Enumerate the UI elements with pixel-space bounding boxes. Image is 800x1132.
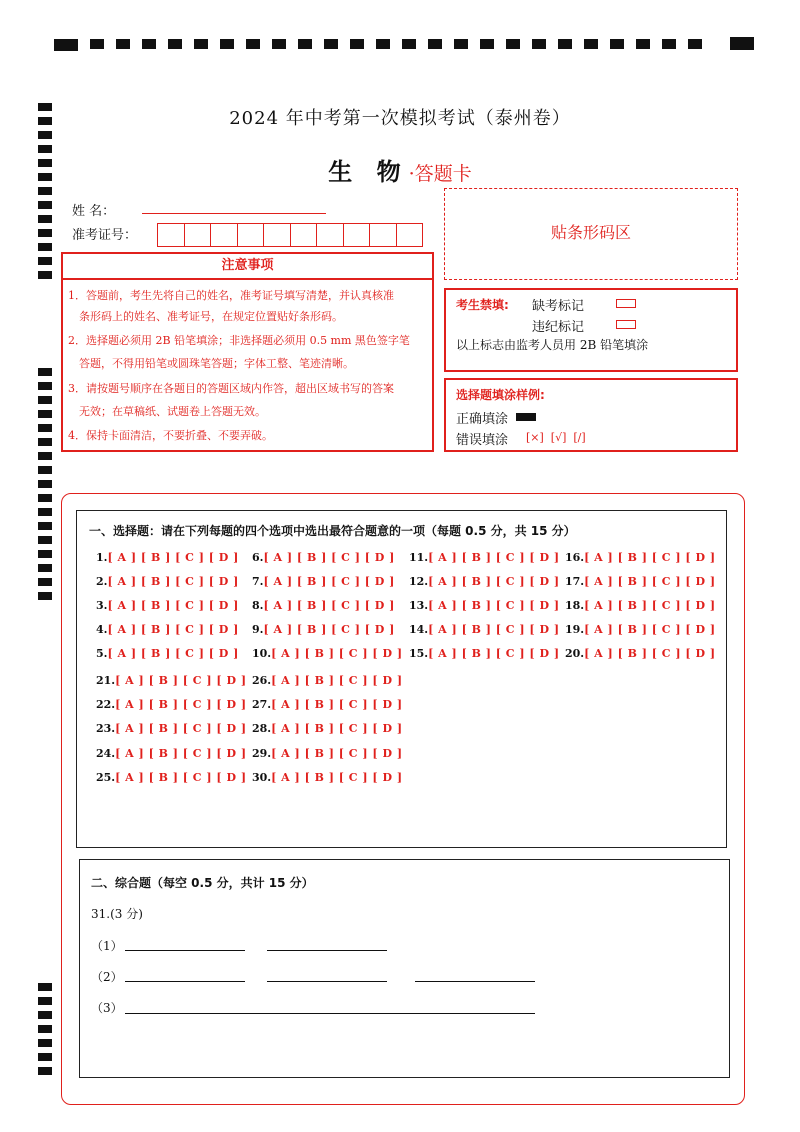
absent-mark-box[interactable] (616, 299, 636, 308)
answer-card-title (0, 152, 800, 187)
mc-question (96, 647, 239, 660)
wrong-fill-examples: [×] [√] [/] (526, 431, 586, 444)
answer-options[interactable]: [ A ] [ B ] [ C ] [ D ] (584, 551, 716, 564)
answer-options[interactable]: [ A ] [ B ] [ C ] [ D ] (428, 575, 560, 588)
answer-options[interactable]: [ A ] [ B ] [ C ] [ D ] (115, 722, 247, 735)
absent-label: 缺考标记 (532, 299, 585, 314)
question-number: 1. (96, 551, 108, 564)
answer-options[interactable]: [ A ] [ B ] [ C ] [ D ] (263, 575, 395, 588)
mc-question (252, 551, 395, 564)
exam-id-grid[interactable] (157, 223, 423, 247)
correct-fill-swatch (516, 413, 536, 421)
question-number: 17. (565, 575, 585, 588)
answer-options[interactable]: [ A ] [ B ] [ C ] [ D ] (271, 698, 403, 711)
answer-options[interactable]: [ A ] [ B ] [ C ] [ D ] (428, 551, 560, 564)
barcode-area[interactable]: 贴条形码区 (444, 188, 738, 280)
q31-part3-label: （3） (91, 1001, 123, 1015)
mc-question (409, 647, 560, 660)
question-number: 26. (252, 674, 272, 687)
question-number: 30. (252, 771, 272, 784)
mc-question (252, 698, 403, 711)
question-number: 13. (409, 599, 429, 612)
mc-question (565, 575, 716, 588)
question-number: 15. (409, 647, 429, 660)
mc-question (96, 599, 239, 612)
mc-question (565, 599, 716, 612)
notice-panel (61, 252, 434, 452)
notice-line: 2．选择题必须用 2B 铅笔填涂；非选择题必须用 0.5 mm 黑色签字笔 (68, 334, 410, 347)
proctor-note: 以上标志由监考人员用 2B 铅笔填涂 (456, 338, 649, 352)
question-number: 23. (96, 722, 116, 735)
exam-title: 2024 年中考第一次模拟考试（泰州卷） (229, 108, 571, 129)
notice-line: 无效；在草稿纸、试题卷上答题无效。 (79, 405, 266, 418)
question-number: 6. (252, 551, 264, 564)
mc-question (96, 575, 239, 588)
question-number: 10. (252, 647, 272, 660)
answer-options[interactable]: [ A ] [ B ] [ C ] [ D ] (115, 674, 247, 687)
notice-line: 3．请按题号顺序在各题目的答题区域内作答，超出区域书写的答案 (68, 382, 394, 395)
answer-options[interactable]: [ A ] [ B ] [ C ] [ D ] (115, 747, 247, 760)
name-field[interactable] (142, 213, 326, 214)
mc-question (96, 698, 247, 711)
subject-name: 生 物 (328, 157, 409, 186)
correct-fill-label: 正确填涂 (456, 412, 509, 427)
answer-options[interactable]: [ A ] [ B ] [ C ] [ D ] (107, 575, 239, 588)
mc-question (252, 623, 395, 636)
mc-question (96, 747, 247, 760)
answer-options[interactable]: [ A ] [ B ] [ C ] [ D ] (263, 623, 395, 636)
answer-options[interactable]: [ A ] [ B ] [ C ] [ D ] (107, 599, 239, 612)
proctor-marks-panel (444, 288, 738, 372)
question-number: 24. (96, 747, 116, 760)
question-number: 27. (252, 698, 272, 711)
mc-question (409, 575, 560, 588)
mc-question (252, 647, 403, 660)
answer-options[interactable]: [ A ] [ B ] [ C ] [ D ] (584, 623, 716, 636)
question-number: 20. (565, 647, 585, 660)
name-label: 姓 名： (72, 204, 116, 219)
answer-options[interactable]: [ A ] [ B ] [ C ] [ D ] (271, 747, 403, 760)
answer-options[interactable]: [ A ] [ B ] [ C ] [ D ] (271, 674, 403, 687)
violation-label: 违纪标记 (532, 320, 585, 335)
question-number: 5. (96, 647, 108, 660)
mc-question (252, 599, 395, 612)
question-number: 22. (96, 698, 116, 711)
mc-question (565, 647, 716, 660)
mc-question (409, 623, 560, 636)
mc-question (96, 674, 247, 687)
mc-question (565, 623, 716, 636)
answer-options[interactable]: [ A ] [ B ] [ C ] [ D ] (584, 647, 716, 660)
answer-options[interactable]: [ A ] [ B ] [ C ] [ D ] (107, 647, 239, 660)
answer-blank[interactable] (125, 950, 245, 951)
question-number: 7. (252, 575, 264, 588)
id-label: 准考证号： (72, 228, 138, 243)
mc-question (96, 722, 247, 735)
notice-line: 4．保持卡面清洁，不要折叠、不要弄破。 (68, 429, 273, 442)
fill-sample-panel (444, 378, 738, 452)
question-number: 18. (565, 599, 585, 612)
answer-options[interactable]: [ A ] [ B ] [ C ] [ D ] (115, 698, 247, 711)
question-number: 11. (409, 551, 429, 564)
question-number: 19. (565, 623, 585, 636)
forbidden-title: 考生禁填: (456, 298, 509, 312)
answer-options[interactable]: [ A ] [ B ] [ C ] [ D ] (428, 647, 560, 660)
question-number: 12. (409, 575, 429, 588)
notice-line: 答题，不得用铅笔或圆珠笔答题；字体工整、笔迹清晰。 (79, 357, 354, 370)
mc-question (252, 674, 403, 687)
answer-blank[interactable] (415, 981, 535, 982)
section2-title: 二、综合题（每空 0.5 分，共计 15 分） (91, 876, 314, 890)
mc-question (409, 599, 560, 612)
question-number: 8. (252, 599, 264, 612)
answer-blank[interactable] (125, 1013, 535, 1014)
answer-blank[interactable] (267, 981, 387, 982)
mc-question (565, 551, 716, 564)
wrong-fill-label: 错误填涂 (456, 433, 509, 448)
q31-label: 31.(3 分) (91, 907, 143, 921)
answer-options[interactable]: [ A ] [ B ] [ C ] [ D ] (263, 599, 395, 612)
question-number: 9. (252, 623, 264, 636)
question-number: 3. (96, 599, 108, 612)
answer-blank[interactable] (267, 950, 387, 951)
question-number: 21. (96, 674, 116, 687)
notice-line: 条形码上的姓名、准考证号，在规定位置贴好条形码。 (79, 310, 343, 323)
answer-options[interactable]: [ A ] [ B ] [ C ] [ D ] (263, 551, 395, 564)
subject-suffix: ·答题卡 (408, 163, 472, 185)
notice-title: 注意事项 (63, 254, 432, 280)
sample-title: 选择题填涂样例: (456, 388, 545, 402)
q31-part1-label: （1） (91, 939, 123, 953)
question-number: 29. (252, 747, 272, 760)
answer-options[interactable]: [ A ] [ B ] [ C ] [ D ] (107, 623, 239, 636)
answer-options[interactable]: [ A ] [ B ] [ C ] [ D ] (271, 722, 403, 735)
question-number: 2. (96, 575, 108, 588)
question-number: 25. (96, 771, 116, 784)
answer-options[interactable]: [ A ] [ B ] [ C ] [ D ] (107, 551, 239, 564)
comprehensive-section (79, 859, 730, 1078)
question-number: 4. (96, 623, 108, 636)
mc-question (409, 551, 560, 564)
mc-question (96, 623, 239, 636)
mc-question (96, 551, 239, 564)
mc-question (96, 771, 247, 784)
mc-question (252, 771, 403, 784)
answer-options[interactable]: [ A ] [ B ] [ C ] [ D ] (584, 599, 716, 612)
question-number: 14. (409, 623, 429, 636)
answer-options[interactable]: [ A ] [ B ] [ C ] [ D ] (584, 575, 716, 588)
q31-part2-label: （2） (91, 970, 123, 984)
answer-options[interactable]: [ A ] [ B ] [ C ] [ D ] (428, 599, 560, 612)
section1-title: 一、选择题：请在下列每题的四个选项中选出最符合题意的一项（每题 0.5 分，共 15 分） (89, 524, 576, 538)
question-number: 28. (252, 722, 272, 735)
mc-question (252, 575, 395, 588)
answer-options[interactable]: [ A ] [ B ] [ C ] [ D ] (271, 771, 403, 784)
answer-blank[interactable] (125, 981, 245, 982)
mc-question (252, 747, 403, 760)
answer-options[interactable]: [ A ] [ B ] [ C ] [ D ] (428, 623, 560, 636)
mc-question (252, 722, 403, 735)
notice-line: 1．答题前，考生先将自己的姓名，准考证号填写清楚，并认真核准 (68, 289, 394, 302)
question-number: 16. (565, 551, 585, 564)
answer-options[interactable]: [ A ] [ B ] [ C ] [ D ] (271, 647, 403, 660)
answer-options[interactable]: [ A ] [ B ] [ C ] [ D ] (115, 771, 247, 784)
violation-mark-box[interactable] (616, 320, 636, 329)
